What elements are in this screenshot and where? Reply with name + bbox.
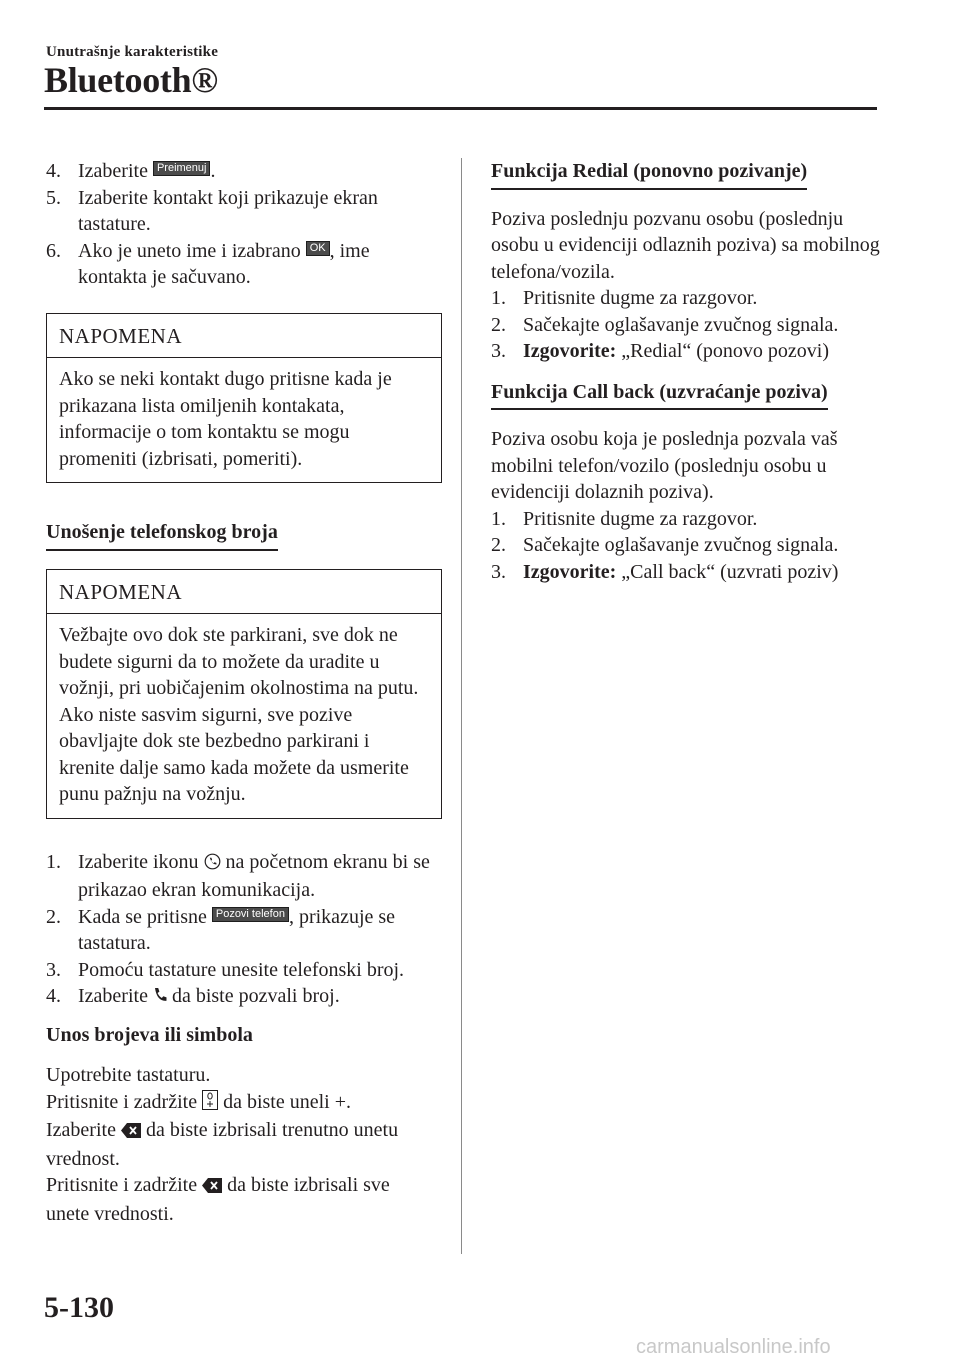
backspace-icon <box>121 1119 141 1146</box>
step-call-phone <box>46 904 436 957</box>
left-column <box>46 158 436 1227</box>
step-text: Izaberite kontakt koji prikazuje ekran tastature. <box>78 186 378 235</box>
line-text: da biste izbrisali sve unete vrednosti. <box>46 1174 390 1225</box>
callback-description: Poziva osobu koja je poslednja pozvala vaš mobilni telefon/vozilo (poslednju osobu u evidenciji dolaznih poziva). <box>491 428 838 503</box>
step-text: Pritisnite dugme za razgovor. <box>523 287 758 309</box>
callback-step <box>491 506 881 533</box>
step-text: na početnom ekranu bi se prikazao ekran komunikacija. <box>78 850 430 901</box>
step-text: , prikazuje se tastatura. <box>78 905 396 954</box>
step-dial <box>46 983 436 1012</box>
note-title: NAPOMENA <box>47 570 441 615</box>
backspace-icon <box>202 1174 222 1201</box>
note-box-safety <box>46 569 442 819</box>
column-divider <box>461 158 462 1254</box>
page-number: 5-130 <box>44 1291 114 1324</box>
step-text: . <box>210 160 216 182</box>
right-column <box>491 158 881 585</box>
step-text: „Redial“ (ponovo pozovi) <box>621 340 830 362</box>
note-text: Ako se neki kontakt dugo pritisne kada je prikazana lista omiljenih kontakata, informacije o tom kontaktu se mogu promeniti (izbrisati, pomeriti). <box>59 368 392 470</box>
step-number: 1. <box>491 507 506 530</box>
step-keyword: Izgovorite: <box>523 340 617 362</box>
line-text: Pritisnite i zadržite <box>46 1090 198 1113</box>
step-number: 3. <box>491 560 506 583</box>
step-text: Izaberite ikonu <box>78 850 199 873</box>
step-number: 4. <box>46 985 61 1007</box>
step-rename <box>46 158 436 185</box>
redial-description: Poziva poslednju pozvanu osobu (poslednju osobu u evidenciji odlaznih poziva) sa mobilnog telefona/vozila. <box>491 207 880 283</box>
note-box-favorites <box>46 313 442 484</box>
page-title: Bluetooth® <box>44 60 218 100</box>
step-number: 2. <box>46 905 61 928</box>
step-select-contact <box>46 185 436 238</box>
text-line <box>46 1089 436 1118</box>
step-text: Pritisnite dugme za razgovor. <box>523 507 758 530</box>
line-text: da biste uneli +. <box>223 1090 351 1113</box>
rename-button-image: Preimenuj <box>153 161 211 176</box>
step-save-name <box>46 238 436 291</box>
section-label: Unutrašnje karakteristike <box>46 44 219 60</box>
step-number: 1. <box>46 850 61 873</box>
callback-heading: Funkcija Call back (uzvraćanje poziva) <box>491 379 828 411</box>
call-phone-button-image: Pozovi telefon <box>212 907 289 922</box>
step-number: 5. <box>46 186 61 209</box>
step-number: 6. <box>46 239 61 262</box>
note-title: NAPOMENA <box>47 314 441 359</box>
text-line <box>46 1172 436 1227</box>
step-keyword: Izgovorite: <box>523 560 617 583</box>
note-text: Vežbajte ovo dok ste parkirani, sve dok ne budete sigurni da to možete da uradite u vožnji, pri uobičajenim okolnostima na putu. Ako niste sasvim sigurni, sve pozive obavljajte dok ste bezbedno parkirani i krenite dalje samo kada možete da usmerite punu pažnju na vožnju. <box>59 624 419 805</box>
step-number: 2. <box>491 534 506 556</box>
step-text: Ako je uneto ime i izabrano <box>78 239 301 262</box>
callback-step <box>491 559 881 586</box>
step-text: Sačekajte oglašavanje zvučnog signala. <box>523 534 839 556</box>
callback-step <box>491 532 881 559</box>
step-number: 3. <box>491 340 506 362</box>
step-text: Pomoću tastature unesite telefonski broj. <box>78 958 405 981</box>
step-number: 3. <box>46 958 61 981</box>
step-text: Izaberite <box>78 160 148 182</box>
text-line <box>46 1117 436 1172</box>
communication-icon <box>204 851 221 878</box>
redial-heading: Funkcija Redial (ponovno pozivanje) <box>491 158 807 190</box>
step-text: da biste pozvali broj. <box>171 985 340 1007</box>
step-number: 1. <box>491 287 506 309</box>
step-text: „Call back“ (uzvrati poziv) <box>621 560 839 583</box>
redial-step <box>491 312 881 339</box>
line-text: Izaberite <box>46 1119 116 1141</box>
step-number: 4. <box>46 160 61 182</box>
step-number: 2. <box>491 313 506 336</box>
step-text: Izaberite <box>78 985 148 1007</box>
zero-plus-key-icon <box>202 1090 218 1118</box>
text-line: Upotrebite tastaturu. <box>46 1064 211 1086</box>
ok-button-image: OK <box>306 241 330 256</box>
line-text: da biste izbrisali trenutno unetu vrednost. <box>46 1119 399 1170</box>
step-enter-number <box>46 957 436 984</box>
step-select-icon <box>46 849 436 904</box>
redial-step <box>491 285 881 312</box>
sub-heading: Unos brojeva ili simbola <box>46 1023 253 1046</box>
line-text: Pritisnite i zadržite <box>46 1174 198 1196</box>
title-rule <box>44 107 877 110</box>
step-text: Kada se pritisne <box>78 905 207 928</box>
step-text: Sačekajte oglašavanje zvučnog signala. <box>523 313 839 336</box>
phone-icon <box>153 985 167 1012</box>
watermark: carmanualsonline.info <box>636 1336 831 1358</box>
section-heading: Unošenje telefonskog broja <box>46 519 278 551</box>
redial-step <box>491 338 881 365</box>
step-text: , ime kontakta je sačuvano. <box>78 239 370 288</box>
